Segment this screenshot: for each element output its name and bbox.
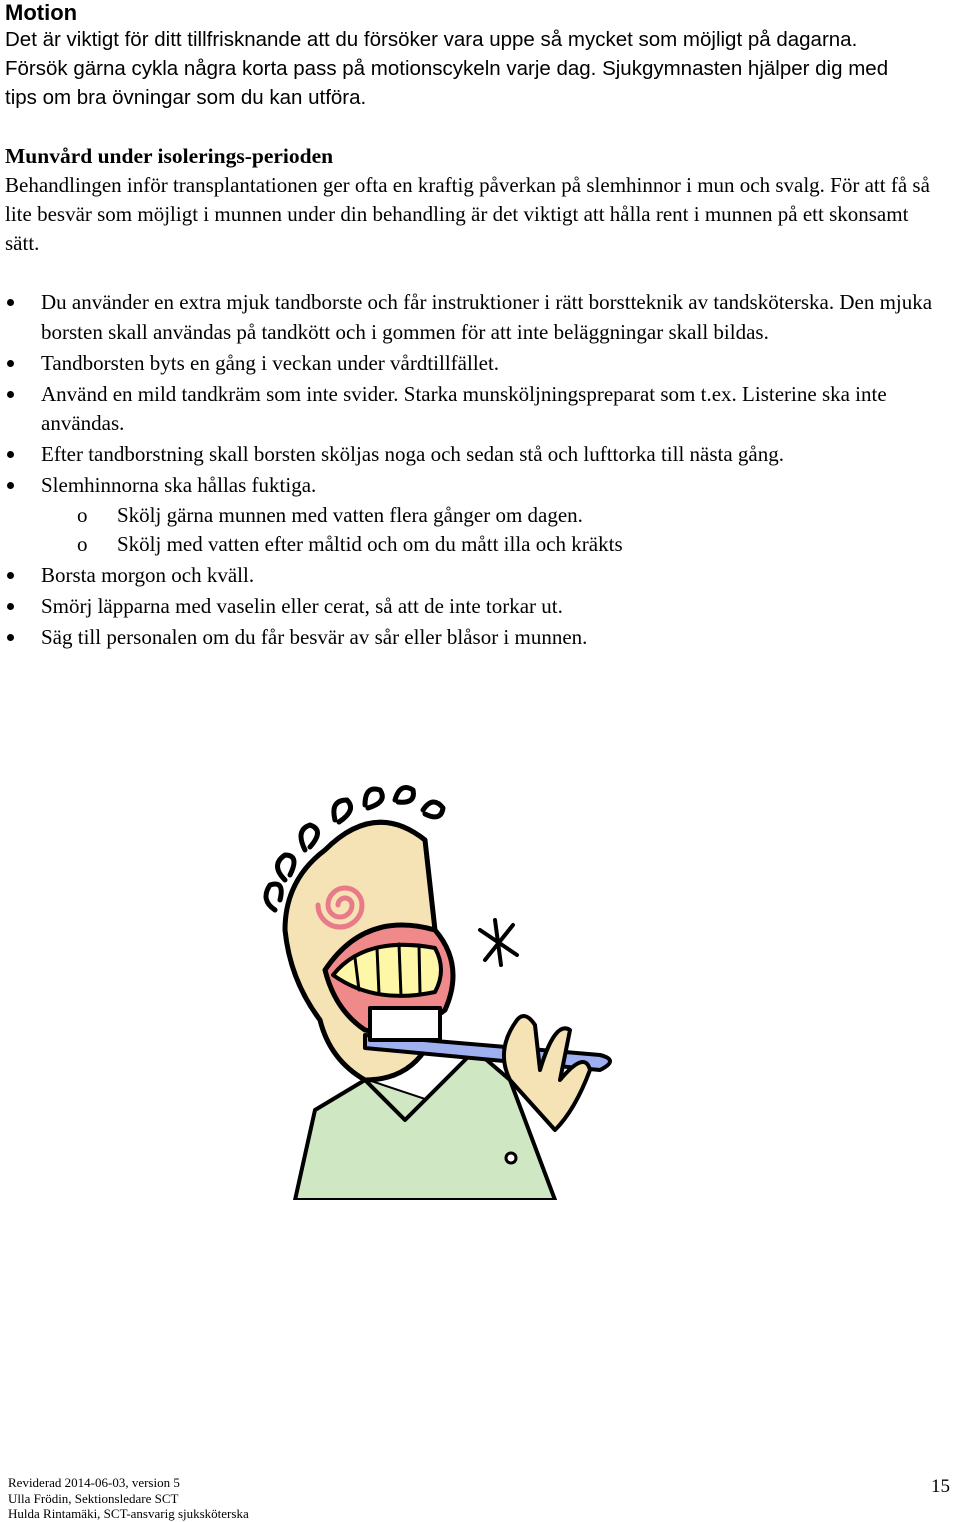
document-footer — [8, 1475, 249, 1522]
page-number: 15 — [931, 1476, 950, 1497]
list-item-text: Slemhinnorna ska hållas fuktiga. — [41, 473, 317, 497]
sub-list — [41, 501, 950, 560]
footer-author-1: Ulla Frödin, Sektionsledare SCT — [8, 1490, 179, 1506]
list-item-with-sublist — [5, 471, 950, 560]
motion-paragraph: Det är viktigt för ditt tillfrisknande att du försöker vara uppe så mycket som möjligt på dagarna. Försök gärna cykla några korta pass på motionscykeln varje dag. Sjukgymnasten hjälper dig med tips om bra övningar som du kan utföra. — [5, 28, 889, 109]
sub-list-item — [41, 530, 950, 560]
sub-list-item — [41, 501, 950, 531]
munvard-paragraph: Behandlingen inför transplantationen ger ofta en kraftig påverkan på slemhinnor i mun och svalg. För att få så lite besvär som möjligt i munnen under din behandling är det viktigt att hålla rent i munnen på ett skonsamt sätt. — [5, 173, 930, 255]
list-item: Använd en mild tandkräm som inte svider. Starka munsköljningspreparat som t.ex. Listerine ska inte användas. — [5, 380, 950, 439]
footer-author-2: Hulda Rintamäki, SCT-ansvarig sjuksköterska — [8, 1506, 249, 1521]
list-item: Borsta morgon och kväll. — [5, 561, 950, 591]
shirt-button — [506, 1153, 516, 1163]
footer-revision: Reviderad 2014-06-03, version 5 — [8, 1475, 180, 1490]
munvard-heading: Munvård under isolerings-perioden — [5, 144, 334, 168]
toothbrush-bristles — [370, 1008, 440, 1040]
sub-list-item-text: Skölj med vatten efter måltid och om du mått illa och kräkts — [117, 532, 623, 556]
list-item: Tandborsten byts en gång i veckan under vårdtillfället. — [5, 349, 950, 379]
motion-heading: Motion — [5, 0, 78, 25]
care-instructions-list — [5, 288, 950, 654]
list-item: Du använder en extra mjuk tandborste och får instruktioner i rätt borstteknik av tandsköterska. Den mjuka borsten skall användas på tandkött och i gommen för att inte beläggningar skall bildas. — [5, 288, 950, 347]
sparkle — [480, 920, 517, 965]
list-item: Efter tandborstning skall borsten sköljas noga och sedan stå och lufttorka till nästa gång. — [5, 440, 950, 470]
list-item: Smörj läpparna med vaselin eller cerat, så att de inte torkar ut. — [5, 592, 950, 622]
list-item: Säg till personalen om du får besvär av sår eller blåsor i munnen. — [5, 623, 950, 653]
sub-list-marker: o — [77, 532, 88, 556]
person-brushing-teeth-icon — [255, 780, 625, 1200]
sub-list-item-text: Skölj gärna munnen med vatten flera gånger om dagen. — [117, 502, 583, 527]
sub-list-marker: o — [77, 502, 88, 527]
